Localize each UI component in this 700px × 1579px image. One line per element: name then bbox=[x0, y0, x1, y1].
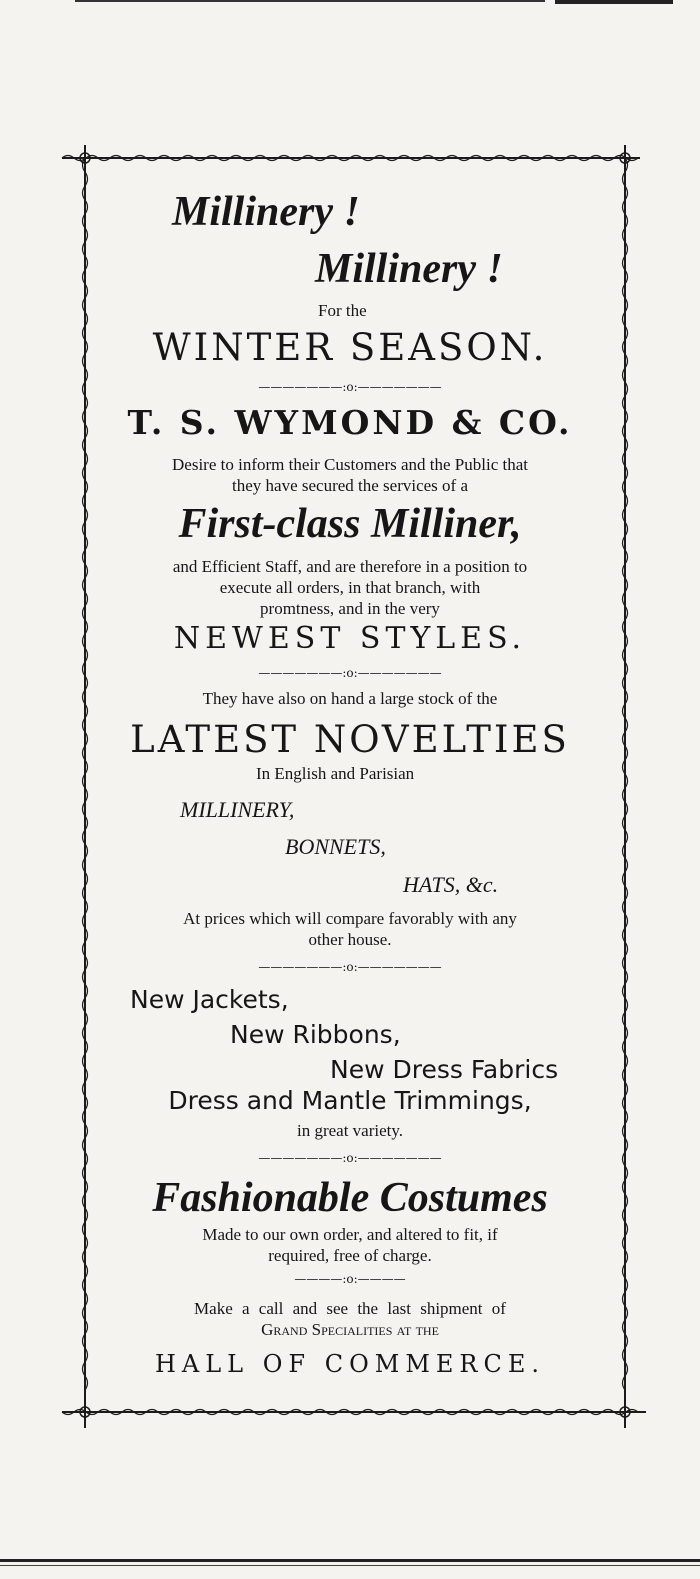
item-hats: HATS, &c. bbox=[403, 872, 499, 897]
divider-2: ———————:o:——————— bbox=[258, 666, 442, 680]
item-millinery: MILLINERY, bbox=[180, 797, 295, 822]
divider-4: ———————:o:——————— bbox=[258, 1151, 442, 1165]
order-line-1: Made to our own order, and altered to fit, if bbox=[202, 1225, 498, 1244]
intro-line-2: they have secured the services of a bbox=[232, 476, 468, 495]
call-line-1: Make a call and see the last shipment of bbox=[194, 1299, 506, 1318]
order-line-2: required, free of charge. bbox=[268, 1246, 432, 1265]
new-dress-fabrics: New Dress Fabrics bbox=[330, 1055, 559, 1084]
divider-3: ———————:o:——————— bbox=[258, 960, 442, 974]
staff-line-3: promtness, and in the very bbox=[260, 599, 440, 618]
new-jackets: New Jackets, bbox=[130, 985, 289, 1014]
newest-styles: NEWEST STYLES. bbox=[173, 621, 527, 656]
winter-season: WINTER SEASON. bbox=[152, 326, 548, 369]
english-parisian: In English and Parisian bbox=[256, 764, 415, 783]
bottom-rule bbox=[0, 1559, 700, 1562]
hall-of-commerce: HALL OF COMMERCE. bbox=[154, 1350, 545, 1378]
call-line-2: Grand Specialities at the bbox=[261, 1320, 439, 1339]
prices-line-2: other house. bbox=[308, 930, 392, 949]
fashionable-costumes: Fashionable Costumes bbox=[152, 1175, 548, 1221]
staff-line-1: and Efficient Staff, and are therefore in a position to bbox=[172, 557, 528, 576]
stock-line: They have also on hand a large stock of the bbox=[202, 689, 498, 708]
dress-mantle-trimmings: Dress and Mantle Trimmings, bbox=[168, 1086, 532, 1115]
for-the: For the bbox=[318, 301, 367, 320]
staff-line-2: execute all orders, in that branch, with bbox=[219, 578, 481, 597]
latest-novelties: LATEST NOVELTIES bbox=[130, 718, 570, 761]
new-ribbons: New Ribbons, bbox=[230, 1020, 401, 1049]
item-bonnets: BONNETS, bbox=[285, 834, 386, 859]
company-name: T. S. WYMOND & CO. bbox=[127, 403, 573, 442]
great-variety: in great variety. bbox=[296, 1121, 404, 1140]
headline-millinery-2: Millinery ! bbox=[315, 246, 503, 292]
intro-line-1: Desire to inform their Customers and the Public that bbox=[172, 455, 528, 474]
divider-5: ————:o:———— bbox=[294, 1272, 406, 1286]
divider-1: ———————:o:——————— bbox=[258, 380, 442, 394]
bottom-rule-thin bbox=[0, 1565, 700, 1566]
headline-millinery-1: Millinery ! bbox=[172, 189, 360, 235]
prices-line-1: At prices which will compare favorably with any bbox=[183, 909, 517, 928]
first-class-milliner: First-class Milliner, bbox=[178, 501, 522, 547]
